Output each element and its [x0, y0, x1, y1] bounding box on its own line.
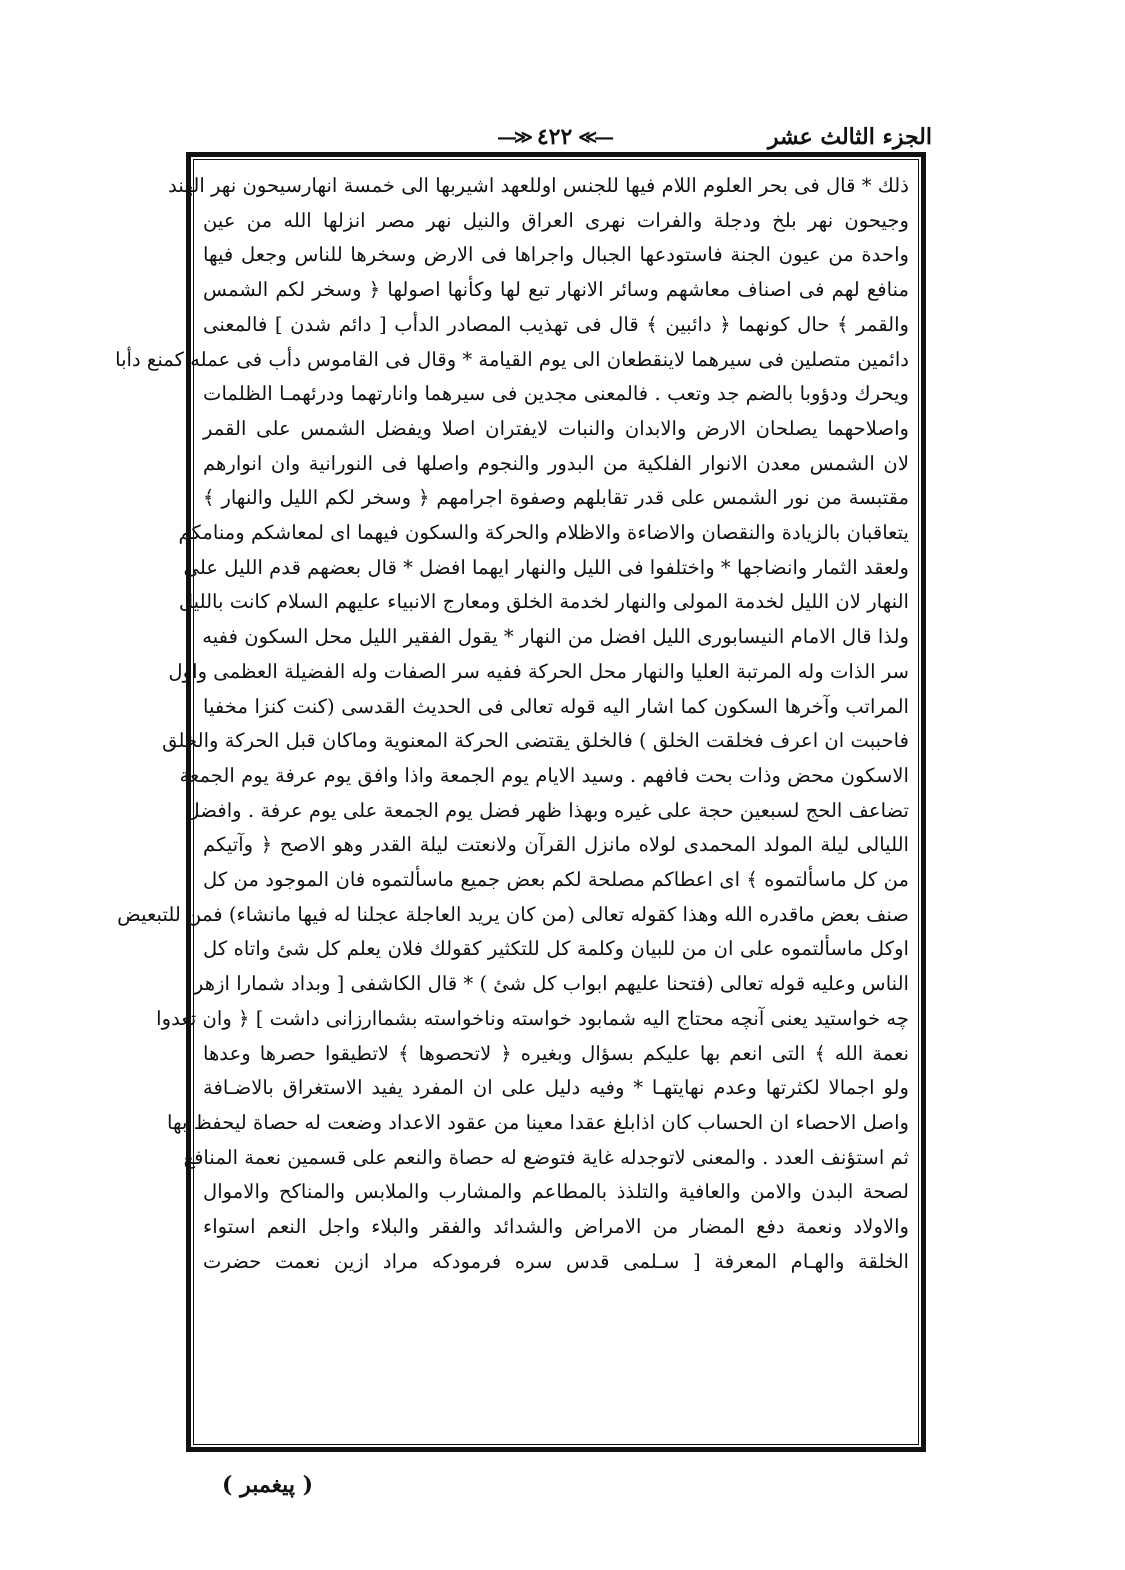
body-line: نعمة الله ﴾ التى انعم بها عليكم بسؤال وبغيره ﴿ لاتحصوها ﴾ لاتطيقوا حصرها وعدها [203, 1041, 909, 1065]
body-line: يتعاقبان بالزيادة والنقصان والاضاءة والاظلام والحركة والسكون فيهما اى لمعاشكم ومنامكم [178, 521, 909, 545]
body-line: الناس وعليه قوله تعالى (فتحنا عليهم ابواب كل شئ ) * قال الكاشفى [ وبداد شمارا ازهر [193, 972, 909, 996]
body-line: مقتبسة من نور الشمس على قدر تقابلهم وصفوة اجرامهم ﴿ وسخر لكم الليل والنهار ﴾ [203, 486, 909, 510]
body-line: واصل الاحصاء ان الحساب كان اذابلغ عقدا معينا من عقود الاعداد وضعت له حصاة ليحفظ بها [167, 1110, 909, 1134]
body-line: دائمين متصلين فى سيرهما لاينقطعان الى يوم القيامة * وقال فى القاموس دأب فى عمله كمنع دأبا [115, 347, 909, 371]
body-line: وجيحون نهر بلخ ودجلة والفرات نهرى العراق والنيل نهر مصر انزلها الله من عين [203, 208, 909, 232]
body-line: الخلقة والهـام المعرفة [ سـلمى قدس سره فرمودكه مراد ازين نعمت حضرت [203, 1249, 909, 1273]
body-line: النهار لان الليل لخدمة المولى والنهار لخدمة الخلق ومعارج الانبياء عليهم السلام كانت بالليل [178, 590, 909, 614]
body-line: منافع لهم فى اصناف معاشهم وسائر الانهار تبع لها وكأنها اصولها ﴿ وسخر لكم الشمس [203, 278, 909, 302]
body-line: ويحرك ودؤوبا بالضم جد وتعب . فالمعنى مجدين فى سيرهما وانارتهما ودرئهمـا الظلمات [203, 382, 909, 406]
body-line: اوكل ماسألتموه على ان من للبيان وكلمة كل للتكثير كقولك فلان يعلم كل شئ واتاه كل [203, 937, 909, 961]
body-line: الاسكون محض وذات بحت فافهم . وسيد الايام يوم الجمعة واذا وافق يوم عرفة يوم الجمعة [179, 763, 909, 787]
ornament-left: ―≫ [498, 126, 531, 148]
body-line: فاحببت ان اعرف فخلقت الخلق ) فالخلق يقتضى الحركة المعنوية وماكان قبل الحركة والخلق [162, 729, 909, 753]
body-line: ذلك * قال فى بحر العلوم اللام فيها للجنس اوللعهد اشيربها الى خمسة انهارسيحون نهر الهند [168, 174, 909, 197]
body-line: سر الذات وله المرتبة العليا والنهار محل الحركة ففيه سر الصفات وله الفضيلة العظمى واول [168, 659, 909, 683]
body-line: لصحة البدن والامن والعافية والتلذذ بالمطاعم والمشارب والملابس والمناكح والاموال [203, 1180, 909, 1204]
body-line: ولعقد الثمار وانضاجها * واختلفوا فى الليل والنهار ايهما افضل * قال بعضهم قدم الليل على [183, 555, 909, 579]
page-number: ٤٢٢ [536, 124, 573, 150]
body-line: والاولاد ونعمة دفع المضار من الامراض والشدائد والفقر والبلاء واجل النعم استواء [203, 1215, 909, 1239]
body-line: واصلاحهما يصلحان الارض والابدان والنبات لايفتران اصلا ويفضل الشمس على القمر [203, 416, 909, 440]
body-line: من كل ماسألتموه ﴾ اى اعطاكم مصلحة لكم بعض جميع ماسألتموه فان الموجود من كل [203, 868, 909, 892]
body-line: چه خواستيد يعنى آنچه محتاج اليه شمابود خواسته وناخواسته بشماارزانى داشت ] ﴿ وان تعدوا [156, 1006, 909, 1030]
body-line: ثم استؤنف العدد . والمعنى لاتوجدله غاية فتوضع له حصاة والنعم على قسمين نعمة المنافع [183, 1145, 909, 1169]
text-frame [115, 152, 926, 1452]
body-line: ولذا قال الامام النيسابورى الليل افضل من النهار * يقول الفقير الليل محل السكون ففيه [202, 625, 909, 649]
body-text [115, 169, 909, 1437]
page-number-block [498, 124, 611, 150]
body-line: والقمر ﴾ حال كونهما ﴿ دائبين ﴾ قال فى تهذيب المصادر الدأب [ دائم شدن ] فالمعنى [203, 312, 909, 336]
body-line: تضاعف الحج لسبعين حجة على غيره وبهذا ظهر فضل يوم الجمعة على يوم عرفة . وافضل [185, 798, 909, 822]
body-line: ولو اجمالا لكثرتها وعدم نهايتهـا * وفيه دليل على ان المفرد يفيد الاستغراق بالاضـافة [203, 1076, 909, 1100]
ornament-right: ≪― [578, 126, 612, 148]
body-line: لان الشمس معدن الانوار الفلكية من البدور والنجوم واصلها فى النورانية وان انوارهم [203, 451, 909, 475]
catchword: ( پيغمبر ) [222, 1472, 314, 1498]
running-head: الجزء الثالث عشر [767, 124, 932, 150]
body-line: واحدة من عيون الجنة فاستودعها الجبال واجراها فى الارض وسخرها للناس وجعل فيها [203, 243, 909, 267]
body-line: الليالى ليلة المولد المحمدى لولاه مانزل القرآن ولانعتت ليلة القدر وهو الاصح ﴿ وآتيكم [203, 833, 909, 857]
body-line: المراتب وآخرها السكون كما اشار اليه قوله تعالى فى الحديث القدسى (كنت كنزا مخفيا [203, 694, 909, 718]
body-line: صنف بعض ماقدره الله وهذا كقوله تعالى (من كان يريد العاجلة عجلنا له فيها مانشاء) فمن للتبعيض [117, 902, 909, 926]
